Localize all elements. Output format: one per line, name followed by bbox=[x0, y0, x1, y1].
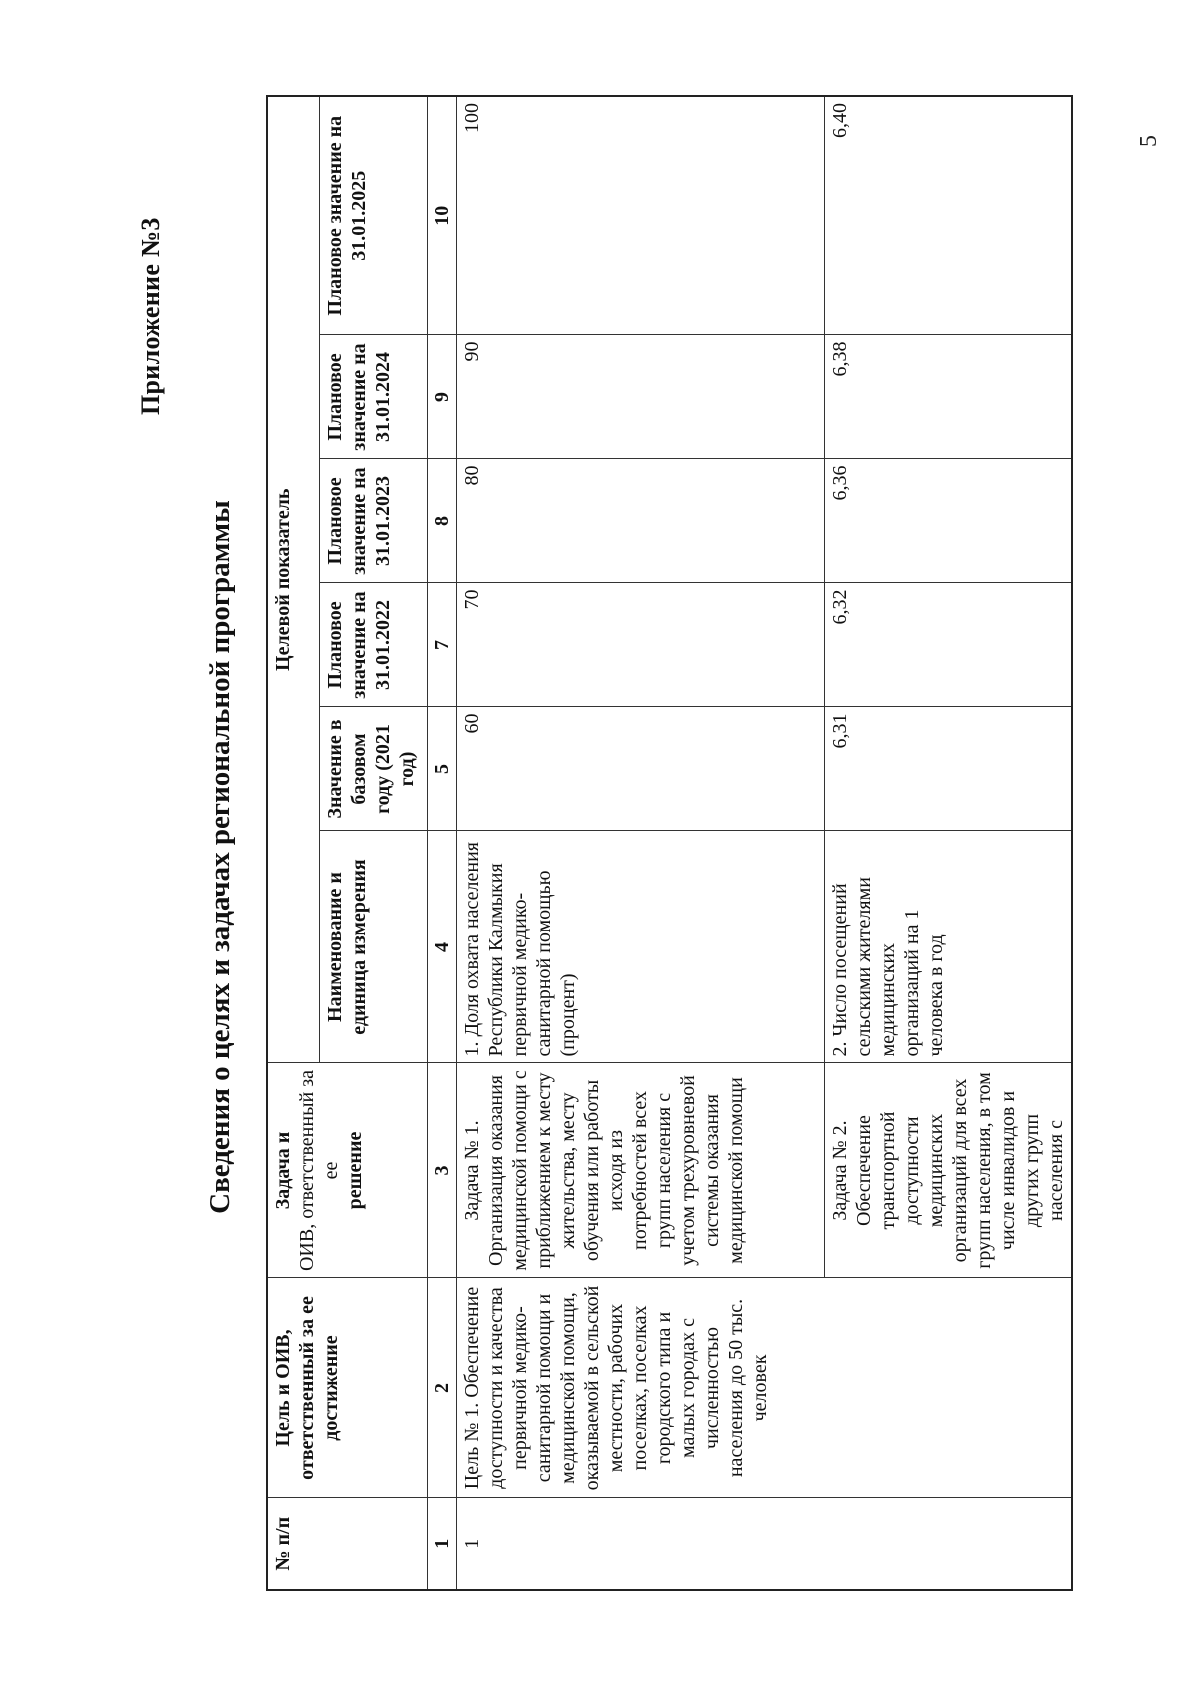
header-num: № п/п bbox=[267, 1498, 427, 1590]
header-task-line3: решение bbox=[344, 1131, 366, 1210]
column-number: 7 bbox=[427, 583, 456, 707]
task-text: Задача № 1. Организация оказания медицинской помощи с приближением к месту жительства, месту обучения или работы исходя из потребностей всех групп населения с учетом трехуровневой системы оказания медицинской помощи bbox=[456, 1063, 824, 1278]
goal-text: Цель № 1. Обеспечение доступности и качества первичной медико-санитарной помощи и медицинской помощи, оказываемой в сельской местности, рабочих поселках, поселках городского типа и малых городах с численностью населения до 50 тыс. человек bbox=[456, 1278, 1072, 1498]
document-title: Сведения о целях и задачах региональной программы bbox=[204, 500, 236, 1214]
column-number: 8 bbox=[427, 459, 456, 583]
table-row bbox=[456, 96, 824, 1590]
header-goal: Цель и ОИВ, ответственный за ее достижение bbox=[267, 1278, 427, 1498]
header-plan-2023: Плановое значение на 31.01.2023 bbox=[319, 459, 427, 583]
column-number: 2 bbox=[427, 1278, 456, 1498]
base-value: 6,31 bbox=[824, 707, 1072, 831]
indicator-text: 2. Число посещений сельскими жителями медицинских организаций на 1 человека в год bbox=[824, 831, 1072, 1063]
base-value: 60 bbox=[456, 707, 824, 831]
plan-value-2022: 70 bbox=[456, 583, 824, 707]
header-task-line2: ОИВ, ответственный за ее bbox=[296, 1069, 342, 1272]
plan-value-2022: 6,32 bbox=[824, 583, 1072, 707]
header-base-value: Значение в базовом году (2021 год) bbox=[319, 707, 427, 831]
appendix-label: Приложение №3 bbox=[136, 217, 165, 415]
indicator-text: 1. Доля охвата населения Республики Калмыкия первичной медико-санитарной помощью (процент) bbox=[456, 831, 824, 1063]
column-number: 10 bbox=[427, 96, 456, 335]
goals-table bbox=[266, 95, 1073, 1591]
plan-value-2024: 90 bbox=[456, 335, 824, 459]
header-plan-2022: Плановое значение на 31.01.2022 bbox=[319, 583, 427, 707]
plan-value-2023: 6,36 bbox=[824, 459, 1072, 583]
header-plan-2024: Плановое значение на 31.01.2024 bbox=[319, 335, 427, 459]
column-number: 1 bbox=[427, 1498, 456, 1590]
plan-value-2025: 100 bbox=[456, 96, 824, 335]
goal-number: 1 bbox=[456, 1498, 1072, 1590]
header-task bbox=[267, 1063, 427, 1278]
task-text: Задача № 2. Обеспечение транспортной доступности медицинских организаций для всех групп населения, в том числе инвалидов и других групп населения с bbox=[824, 1063, 1072, 1278]
plan-value-2023: 80 bbox=[456, 459, 824, 583]
header-indicator-name: Наименование и единица измерения bbox=[319, 831, 427, 1063]
column-number: 3 bbox=[427, 1063, 456, 1278]
plan-value-2025: 6,40 bbox=[824, 96, 1072, 335]
plan-value-2024: 6,38 bbox=[824, 335, 1072, 459]
header-plan-2025: Плановое значение на 31.01.2025 bbox=[319, 96, 427, 335]
header-task-line1: Задача и bbox=[272, 1131, 294, 1210]
column-number: 4 bbox=[427, 831, 456, 1063]
column-number: 9 bbox=[427, 335, 456, 459]
column-number: 5 bbox=[427, 707, 456, 831]
page-number: 5 bbox=[1136, 135, 1162, 147]
header-indicator-group: Целевой показатель bbox=[267, 96, 319, 1063]
